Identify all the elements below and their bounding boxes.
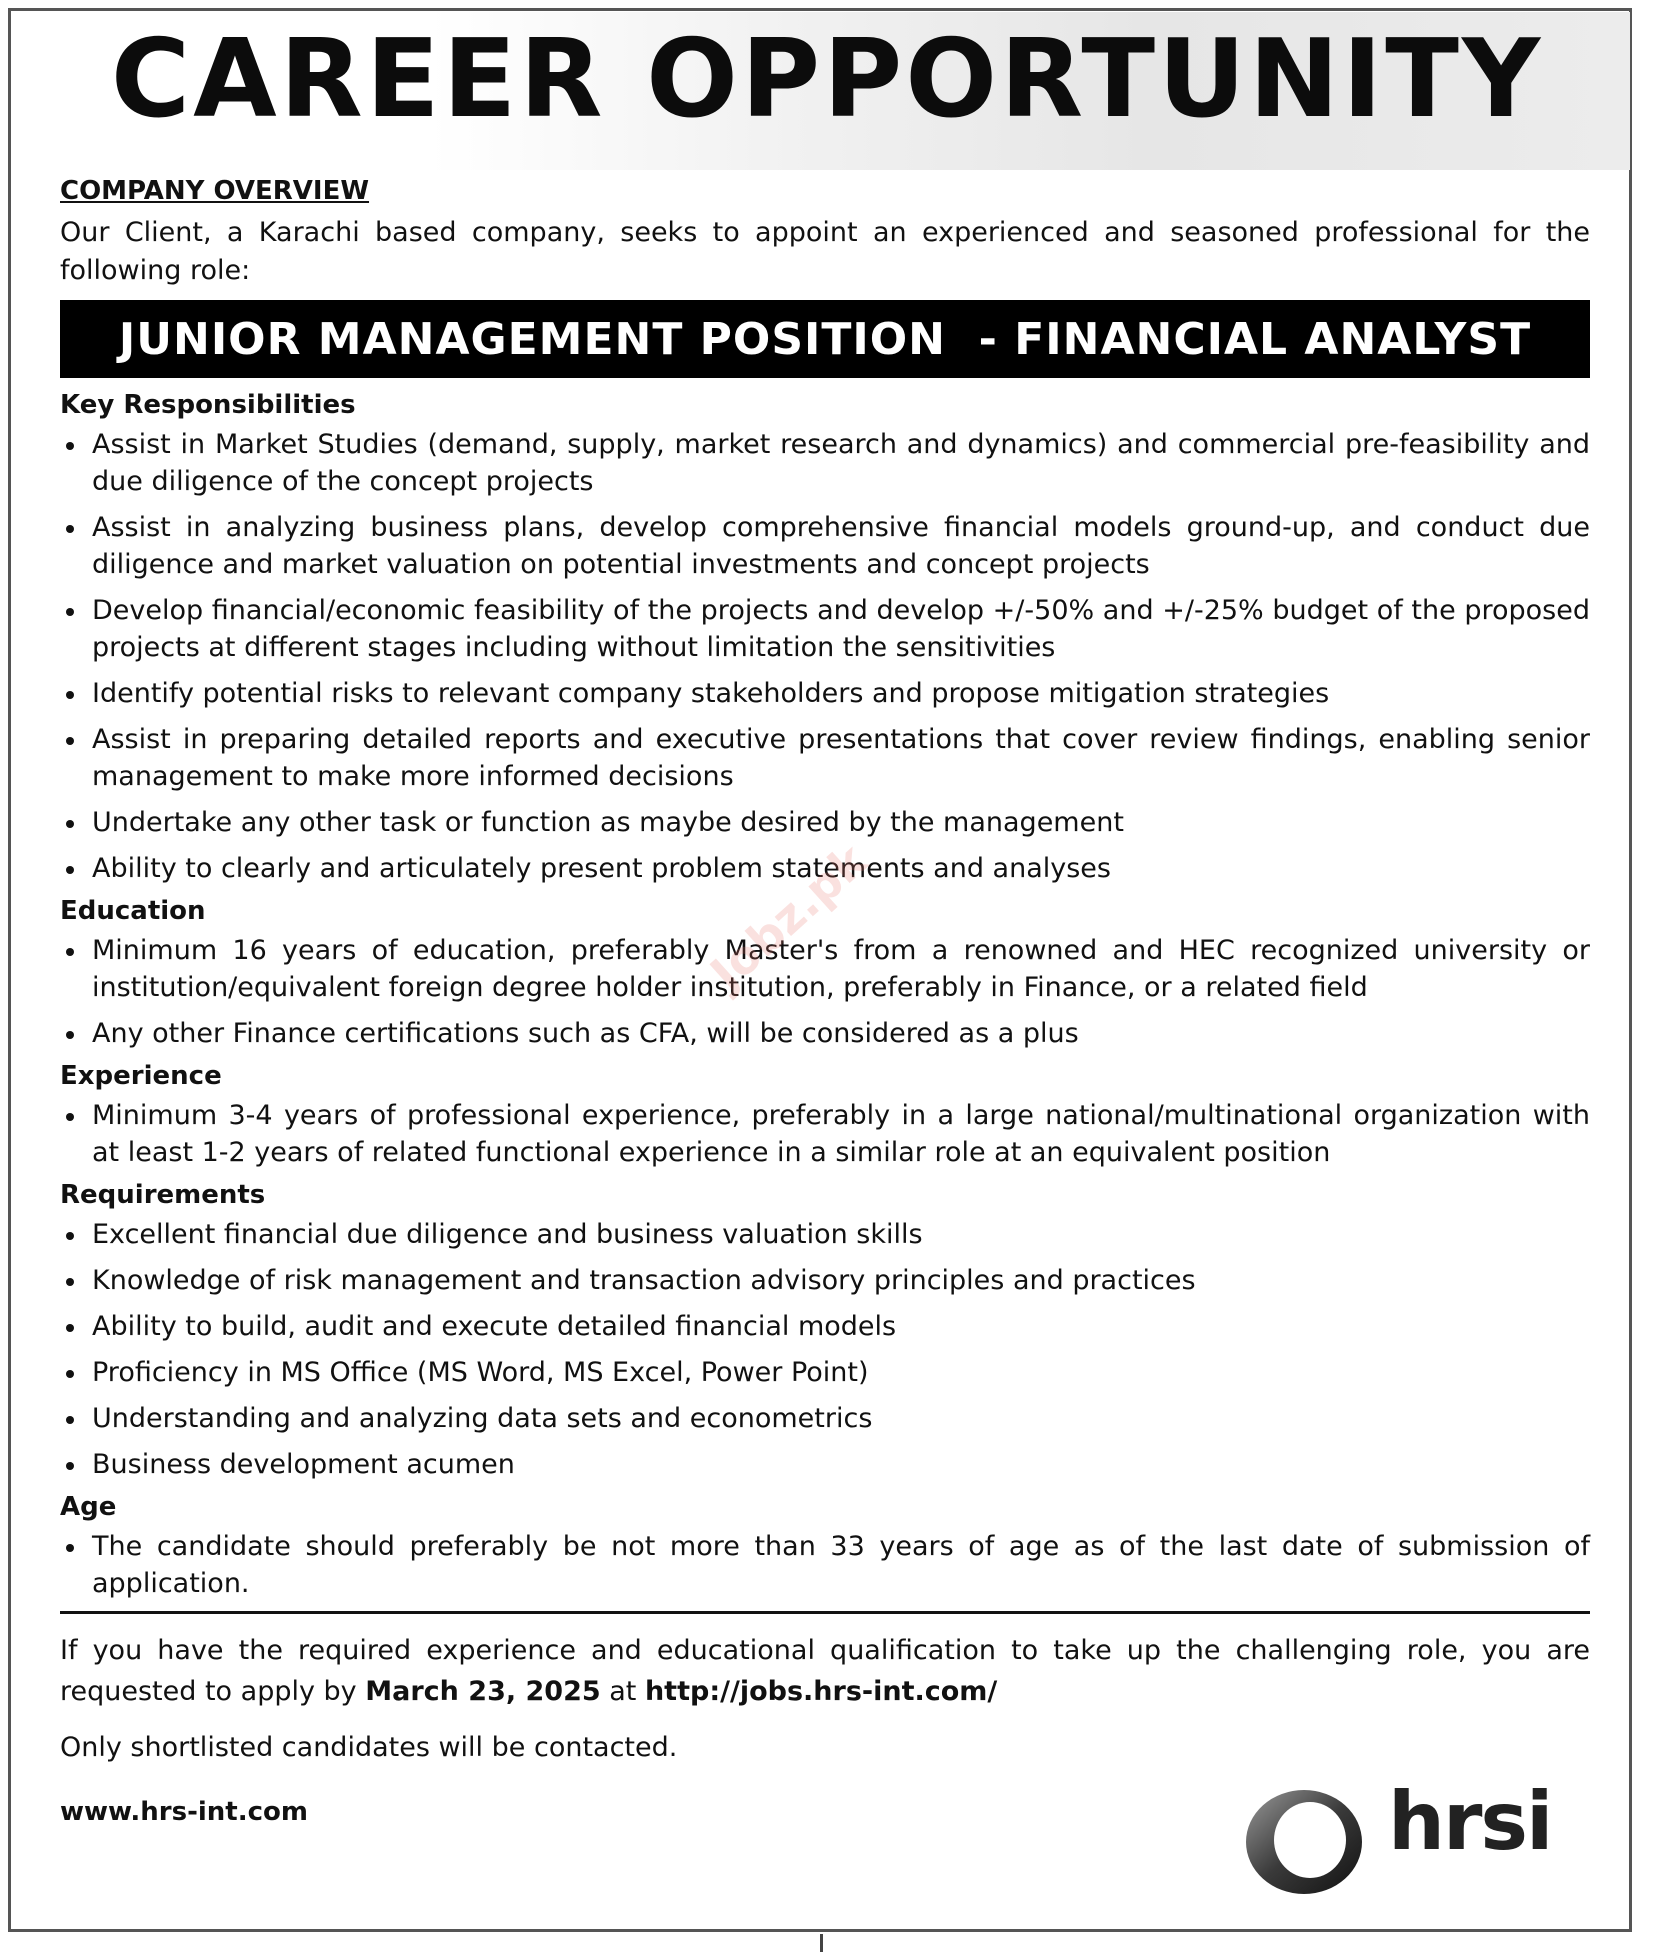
list-item: Ability to build, audit and execute detailed financial models: [60, 1308, 1590, 1345]
hrsi-logo: [1236, 1775, 1596, 1900]
requirements-list: [60, 1216, 1590, 1483]
list-item: Undertake any other task or function as maybe desired by the management: [60, 804, 1590, 841]
experience-list: [60, 1097, 1590, 1171]
apply-text-mid: at: [600, 1676, 645, 1707]
list-item: Business development acumen: [60, 1446, 1590, 1483]
headline: CAREER OPPORTUNITY: [110, 17, 1544, 142]
advert-content: [60, 176, 1590, 1827]
education-heading: Education: [60, 896, 206, 926]
shortlist-note: Only shortlisted candidates will be contacted.: [60, 1732, 678, 1763]
list-item: Minimum 16 years of education, preferably Master's from a renowned and HEC recognized university or institution/equivalent foreign degree holder institution, preferably in Finance, or a related field: [60, 932, 1590, 1006]
responsibilities-heading: Key Responsibilities: [60, 390, 356, 420]
age-heading: Age: [60, 1492, 117, 1522]
list-item: Proficiency in MS Office (MS Word, MS Excel, Power Point): [60, 1354, 1590, 1391]
list-item: Ability to clearly and articulately present problem statements and analyses: [60, 850, 1590, 887]
education-list: [60, 932, 1590, 1052]
ring-logo-icon: [1236, 1780, 1376, 1900]
overview-heading: COMPANY OVERVIEW: [60, 176, 370, 206]
apply-text: If you have the required experience and educational qualification to take up the challenging role, you are requested to apply by: [60, 1635, 1590, 1707]
age-list: [60, 1528, 1590, 1602]
list-item: Develop financial/economic feasibility of the projects and develop +/-50% and +/-25% budget of the proposed projects at different stages including without limitation the sensitivities: [60, 592, 1590, 666]
position-banner: JUNIOR MANAGEMENT POSITION - FINANCIAL ANALYST: [60, 300, 1590, 378]
divider: [60, 1611, 1590, 1614]
list-item: Assist in preparing detailed reports and executive presentations that cover review findings, enabling senior management to make more informed decisions: [60, 721, 1590, 795]
website-link[interactable]: www.hrs-int.com: [60, 1797, 308, 1827]
apply-deadline: March 23, 2025: [365, 1676, 601, 1707]
list-item: Any other Finance certifications such as CFA, will be considered as a plus: [60, 1015, 1590, 1052]
list-item: Assist in Market Studies (demand, supply, market research and dynamics) and commercial pre-feasibility and due diligence of the concept projects: [60, 426, 1590, 500]
list-item: Minimum 3-4 years of professional experience, preferably in a large national/multinational organization with at least 1-2 years of related functional experience in a similar role at an equivalent position: [60, 1097, 1590, 1171]
responsibilities-list: [60, 426, 1590, 887]
watermark: Jobz.pk: [700, 833, 877, 1001]
bottom-mark: [820, 1934, 823, 1952]
overview-text: Our Client, a Karachi based company, seeks to appoint an experienced and seasoned professional for the following role:: [60, 217, 1590, 286]
list-item: The candidate should preferably be not more than 33 years of age as of the last date of submission of application.: [60, 1528, 1590, 1602]
requirements-heading: Requirements: [60, 1180, 266, 1210]
list-item: Identify potential risks to relevant company stakeholders and propose mitigation strategies: [60, 675, 1590, 712]
apply-instructions: [60, 1630, 1590, 1712]
list-item: Assist in analyzing business plans, develop comprehensive financial models ground-up, and conduct due diligence and market valuation on potential investments and concept projects: [60, 509, 1590, 583]
apply-url-link[interactable]: http://jobs.hrs-int.com/: [644, 1676, 998, 1707]
experience-heading: Experience: [60, 1061, 222, 1091]
list-item: Knowledge of risk management and transaction advisory principles and practices: [60, 1262, 1590, 1299]
logo-text: hrsi: [1388, 1775, 1552, 1868]
list-item: Understanding and analyzing data sets and econometrics: [60, 1400, 1590, 1437]
list-item: Excellent financial due diligence and business valuation skills: [60, 1216, 1590, 1253]
